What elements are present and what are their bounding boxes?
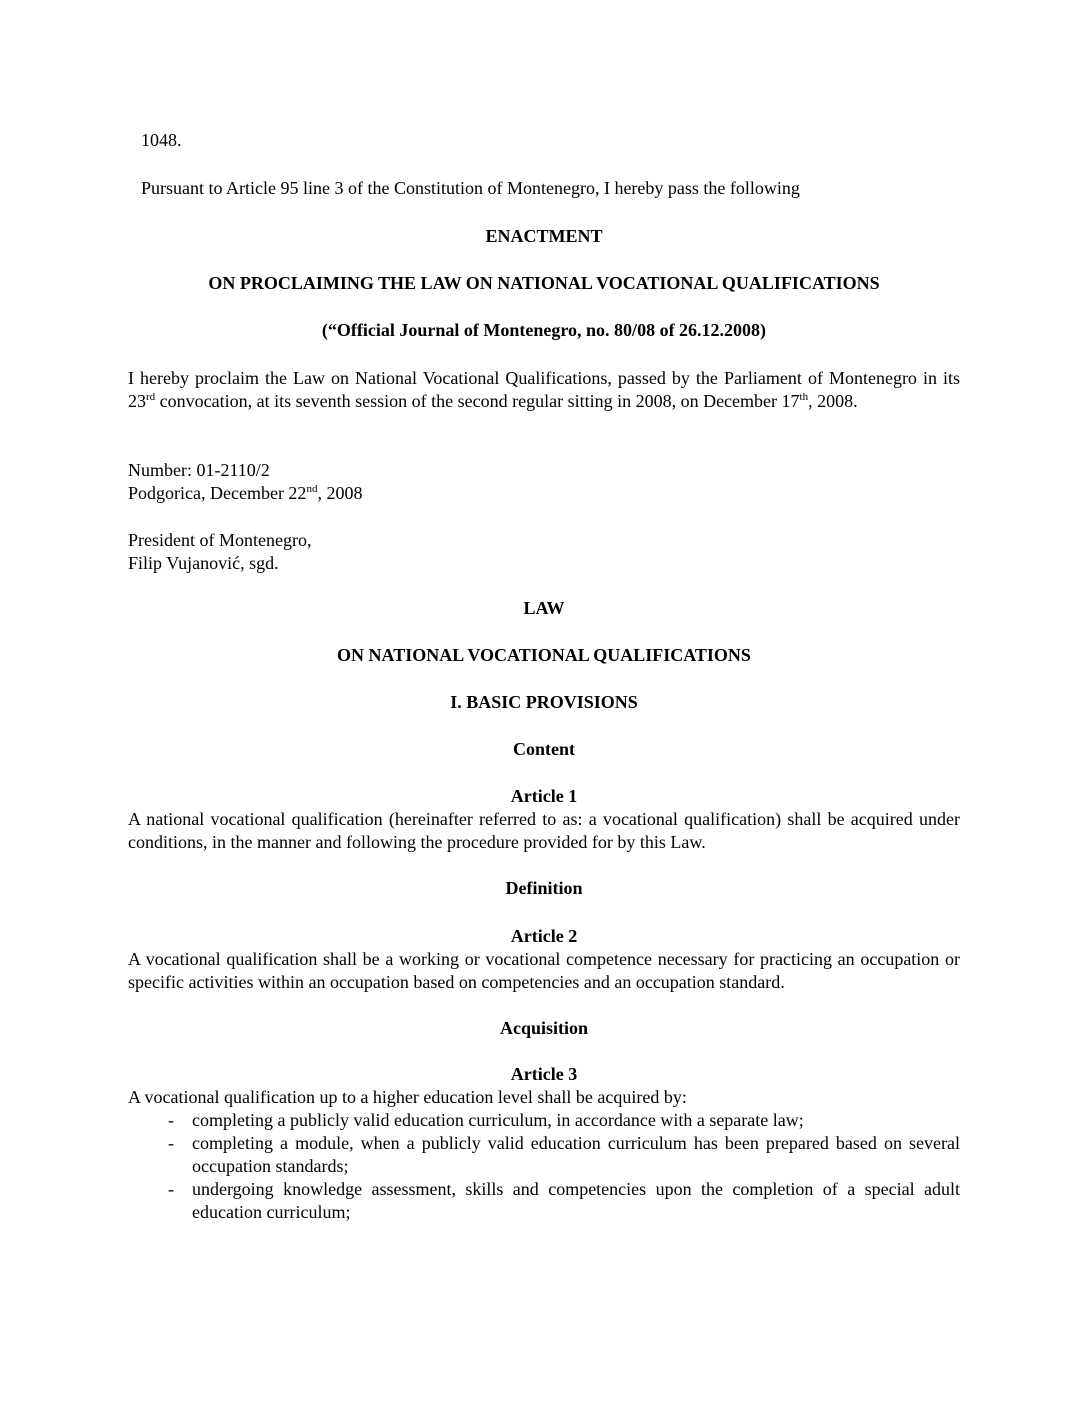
proclamation-paragraph: I hereby proclaim the Law on National Vocational Qualifications, passed by the Parliament of Montenegro in its 23rd convocation, at its seventh session of the second regular sitting in 2008, on December 17th, 2008. — [128, 368, 960, 411]
place-date: Podgorica, December 22nd, 2008 — [128, 483, 363, 503]
article-number: Article 1 — [510, 786, 578, 806]
article-heading: Definition — [505, 878, 583, 898]
signature-name: Filip Vujanović, sgd. — [128, 553, 279, 573]
preamble: Pursuant to Article 95 line 3 of the Constitution of Montenegro, I hereby pass the following — [141, 178, 800, 198]
article-number: Article 2 — [510, 926, 578, 946]
dash-bullet: - — [168, 1110, 174, 1130]
section-title: I. BASIC PROVISIONS — [450, 692, 638, 712]
law-title: LAW — [523, 598, 565, 618]
enactment-title: ENACTMENT — [485, 226, 603, 246]
document-number: 1048. — [141, 130, 182, 150]
article-items-list — [128, 1109, 960, 1224]
article-number: Article 3 — [510, 1064, 578, 1084]
list-item: - completing a module, when a publicly valid education curriculum has been prepared based on several occupation standards; — [168, 1133, 960, 1176]
article-text: A vocational qualification up to a higher education level shall be acquired by: — [128, 1087, 687, 1107]
journal-reference: (“Official Journal of Montenegro, no. 80/08 of 26.12.2008) — [321, 320, 767, 340]
number-line: Number: 01-2110/2 — [128, 460, 270, 480]
dash-bullet: - — [168, 1179, 174, 1199]
signature-title: President of Montenegro, — [128, 530, 312, 550]
enactment-subtitle: ON PROCLAIMING THE LAW ON NATIONAL VOCATIONAL QUALIFICATIONS — [208, 273, 880, 293]
article-text: A national vocational qualification (hereinafter referred to as: a vocational qualification) shall be acquired under conditions, in the manner and following the procedure provided for by this Law. — [128, 809, 960, 852]
article-heading: Content — [513, 739, 575, 759]
article-text: A vocational qualification shall be a working or vocational competence necessary for practicing an occupation or specific activities within an occupation based on competencies and an occupation standard. — [128, 949, 960, 992]
list-item: - undergoing knowledge assessment, skills and competencies upon the completion of a special adult education curriculum; — [168, 1179, 960, 1222]
dash-bullet: - — [168, 1133, 174, 1153]
list-item: - completing a publicly valid education curriculum, in accordance with a separate law; — [168, 1110, 804, 1130]
article-heading: Acquisition — [499, 1018, 589, 1038]
law-subtitle: ON NATIONAL VOCATIONAL QUALIFICATIONS — [337, 645, 751, 665]
